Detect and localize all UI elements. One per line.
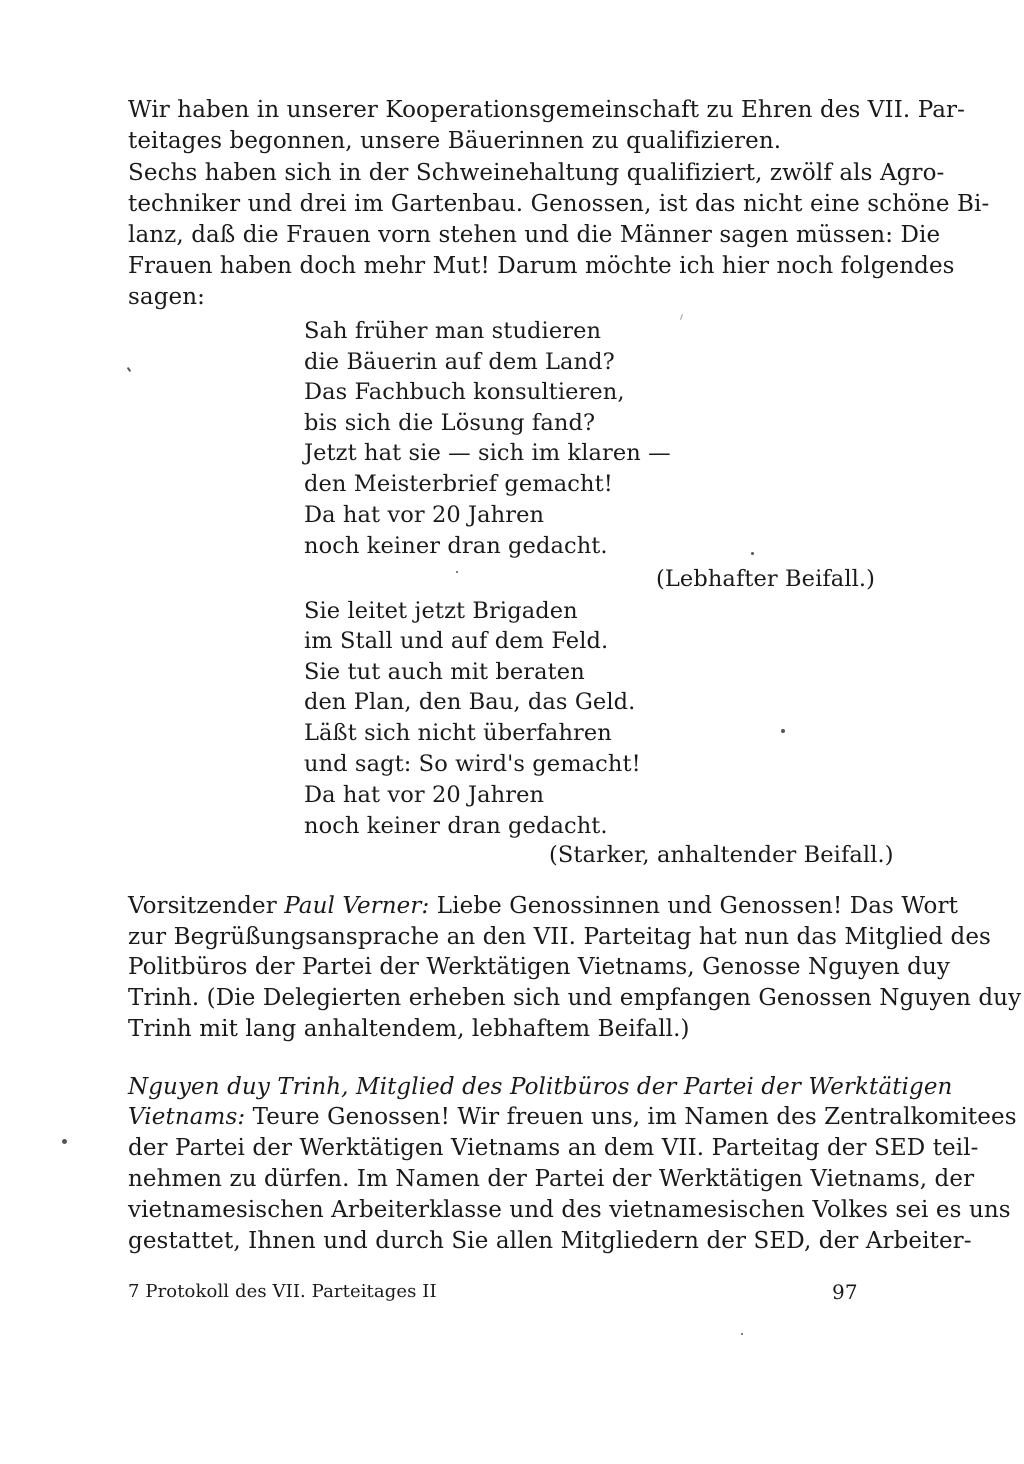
speaker-line: nehmen zu dürfen. Im Namen der Partei der Werktätigen Vietnams, der [128,1166,975,1192]
speaker-line [128,1101,1017,1133]
verse-line: im Stall und auf dem Feld. [304,628,609,654]
scan-speck [680,314,683,320]
verse-line: Läßt sich nicht überfahren [304,720,612,746]
paragraph-line: Frauen haben doch mehr Mut! Darum möchte ich hier noch folgendes [128,253,955,279]
scan-speck [741,1333,743,1335]
verse-line: bis sich die Lösung fand? [304,410,596,436]
applause-note: (Lebhafter Beifall.) [656,566,876,592]
paragraph-line: techniker und drei im Gartenbau. Genossen, ist das nicht eine schöne Bi- [128,191,990,217]
scan-speck [456,571,458,573]
chair-name: Paul Verner: [284,893,430,919]
verse-line: noch keiner dran gedacht. [304,813,608,839]
page-number: 97 [832,1280,858,1304]
paragraph-line: sagen: [128,284,206,310]
chair-paragraph-line: Trinh. (Die Delegierten erheben sich und empfangen Genossen Nguyen duy [128,985,1022,1011]
chair-paragraph-line [128,890,958,922]
scan-speck [781,729,785,733]
paragraph-line: lanz, daß die Frauen vorn stehen und die Männer sagen müssen: Die [128,222,941,248]
speaker-line: gestattet, Ihnen und durch Sie allen Mitgliedern der SED, der Arbeiter- [128,1228,972,1254]
speaker-name: Nguyen duy Trinh, Mitglied des Politbüros der Partei der Werktätigen [128,1074,953,1100]
paragraph-line: Sechs haben sich in der Schweinehaltung qualifiziert, zwölf als Agro- [128,160,945,186]
page-signature: 7 Protokoll des VII. Parteitages II [128,1281,437,1302]
verse-line: und sagt: So wird's gemacht! [304,751,641,777]
verse-line: die Bäuerin auf dem Land? [304,349,615,375]
verse-line: Sie tut auch mit beraten [304,659,585,685]
speaker-line [128,1071,953,1103]
speaker-country: Vietnams: [128,1104,246,1130]
paragraph-line: Wir haben in unserer Kooperationsgemeinschaft zu Ehren des VII. Par- [128,97,966,123]
paragraph-line: teitages begonnen, unsere Bäuerinnen zu qualifizieren. [128,128,782,154]
scan-speck [751,552,754,555]
speaker-line: der Partei der Werktätigen Vietnams an dem VII. Parteitag der SED teil- [128,1135,979,1161]
applause-note: (Starker, anhaltender Beifall.) [549,842,894,868]
verse-line: Da hat vor 20 Jahren [304,502,545,528]
chair-paragraph-line: zur Begrüßungsansprache an den VII. Parteitag hat nun das Mitglied des [128,924,991,950]
scan-speck [62,1139,67,1144]
scan-speck [127,367,132,372]
chair-paragraph-line: Trinh mit lang anhaltendem, lebhaftem Beifall.) [128,1016,690,1042]
verse-line: noch keiner dran gedacht. [304,533,608,559]
verse-line: den Meisterbrief gemacht! [304,471,613,497]
speaker-text: Teure Genossen! Wir freuen uns, im Namen des Zentralkomitees [245,1104,1017,1130]
verse-line: Das Fachbuch konsultieren, [304,379,625,405]
verse-line: Jetzt hat sie — sich im klaren — [304,440,671,466]
chair-title: Vorsitzender [128,893,285,919]
chair-text: Liebe Genossinnen und Genossen! Das Wort [429,893,958,919]
verse-line: Da hat vor 20 Jahren [304,782,545,808]
speaker-line: vietnamesischen Arbeiterklasse und des vietnamesischen Volkes sei es uns [128,1197,1011,1223]
chair-paragraph-line: Politbüros der Partei der Werktätigen Vietnams, Genosse Nguyen duy [128,954,950,980]
verse-line: Sie leitet jetzt Brigaden [304,598,578,624]
verse-line: Sah früher man studieren [304,318,602,344]
verse-line: den Plan, den Bau, das Geld. [304,689,636,715]
